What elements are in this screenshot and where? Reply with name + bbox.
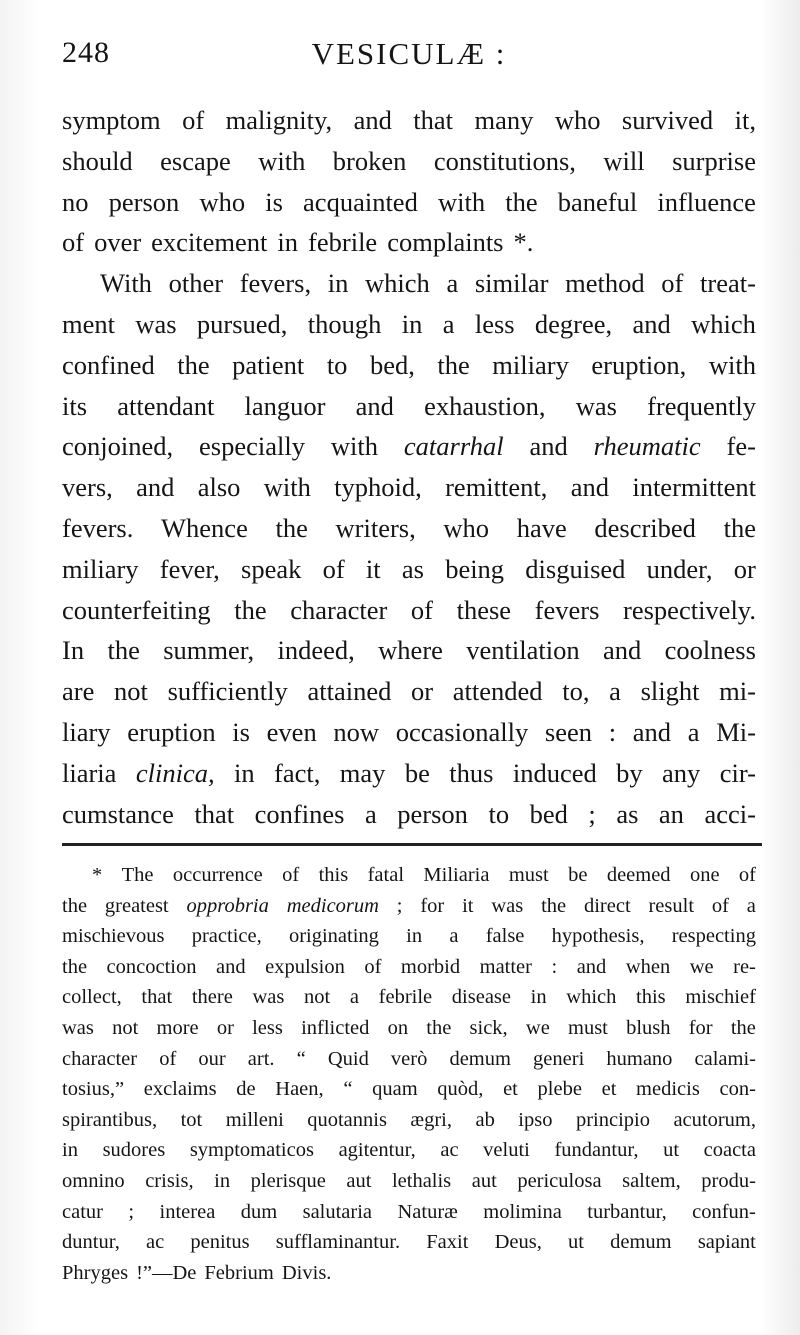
footnote-line: collect, that there was not a febrile disease in which this mischief [62,986,756,1009]
body-line: liary eruption is even now occasionally seen : and a Mi- [62,716,756,747]
footnote-line: Phryges !”—De Febrium Divis. [62,1261,332,1284]
body-line: miliary fever, speak of it as being disguised under, or [62,553,756,584]
body-line: cumstance that confines a person to bed ; as an acci- [62,798,756,829]
body-line: fevers. Whence the writers, who have described the [62,512,756,543]
footnote [62,860,756,1288]
footnote-line: mischievous practice, originating in a false hypothesis, respecting [62,925,756,948]
footnote-rule [62,843,762,846]
body-line: are not sufficiently attained or attended to, a slight mi- [62,676,756,707]
body-line: With other fevers, in which a similar method of treat- [100,268,756,299]
footnote-line: tosius,” exclaims de Haen, “ quam quòd, et plebe et medicis con- [62,1078,756,1101]
footnote-line: catur ; interea dum salutaria Naturæ molimina turbantur, confun- [62,1200,756,1223]
body-line: ment was pursued, though in a less degree, and which [62,308,756,339]
body-line: counterfeiting the character of these fevers respectively. [62,594,756,625]
footnote-line: the greatest opprobria medicorum ; for it was the direct result of a [62,894,756,917]
body-text [62,100,756,834]
body-line: liaria clinica, in fact, may be thus induced by any cir- [62,757,756,788]
page-number: 248 [62,36,110,69]
footnote-line: the concoction and expulsion of morbid matter : and when we re- [62,955,756,978]
footnote-line: in sudores symptomaticos agitentur, ac veluti fundantur, ut coacta [62,1139,756,1162]
running-title: VESICULÆ : [311,36,507,71]
footnote-line: was not more or less inflicted on the sick, we must blush for the [62,1016,756,1039]
body-line: symptom of malignity, and that many who survived it, [62,105,756,135]
footnote-line: omnino crisis, in plerisque aut lethalis aut periculosa saltem, produ- [62,1169,756,1192]
body-line: should escape with broken constitutions, will surprise [62,145,756,176]
body-line: In the summer, indeed, where ventilation and coolness [62,635,756,666]
footnote-line: character of our art. “ Quid verò demum generi humano calami- [62,1047,756,1070]
footnote-line: * The occurrence of this fatal Miliaria must be deemed one of [92,864,756,886]
footnote-line: duntur, ac penitus sufflaminantur. Faxit Deus, ut demum sapiant [62,1231,756,1254]
body-line: vers, and also with typhoid, remittent, and intermittent [62,472,756,503]
body-line: conjoined, especially with catarrhal and rheumatic fe- [62,431,756,462]
body-line: of over excitement in febrile complaints *. [62,227,534,258]
page-header [62,36,756,82]
body-line: confined the patient to bed, the miliary eruption, with [62,349,756,380]
footnote-line: spirantibus, tot milleni quotannis ægri, ab ipso principio acutorum, [62,1108,756,1131]
body-line: its attendant languor and exhaustion, was frequently [62,390,756,421]
body-line: no person who is acquainted with the baneful influence [62,186,756,217]
